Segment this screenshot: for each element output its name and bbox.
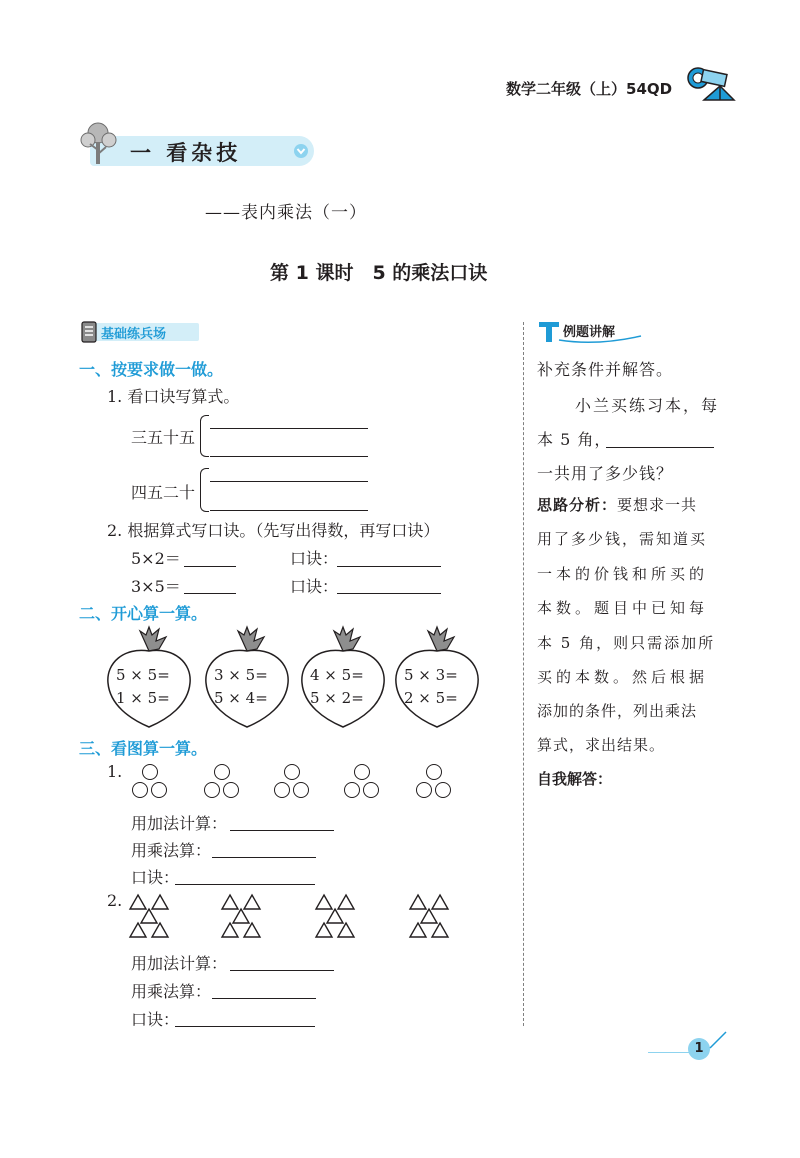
circle-shape <box>151 782 167 798</box>
header-title: 数学二年级（上）54QD <box>506 80 673 98</box>
section-1-heading: 一、按要求做一做。 <box>79 360 224 379</box>
radish-card <box>298 625 388 730</box>
circle-shape <box>435 782 451 798</box>
banner-title: 一 看杂技 <box>130 141 242 165</box>
circle-shape <box>416 782 432 798</box>
radish-expr: 1 × 5= <box>116 689 170 707</box>
section-tag <box>79 320 202 344</box>
tree-icon <box>78 120 120 166</box>
circle-shape <box>214 764 230 780</box>
circle-shape <box>284 764 300 780</box>
column-divider <box>523 322 524 1026</box>
analysis-line: 本数。题目中已知每 <box>537 599 709 617</box>
example-tag <box>537 318 647 344</box>
mul-label-2: 用乘法算： <box>131 982 212 1001</box>
section-tag-label: 基础练兵场 <box>101 327 167 342</box>
circle-group <box>414 764 456 802</box>
q2-label: 2. 根据算式写口诀。（先写出得数，再写口诀） <box>107 521 440 540</box>
example-tag-label: 例题讲解 <box>563 325 616 340</box>
example-line-4: 一共用了多少钱？ <box>537 464 674 483</box>
analysis-line: 用了多少钱，需知道买 <box>537 530 708 548</box>
answer-line[interactable] <box>230 970 334 971</box>
example-line-3: 本 5 角， <box>537 430 612 449</box>
answer-line[interactable] <box>184 566 236 567</box>
page-number-badge <box>688 1038 710 1060</box>
answer-line[interactable] <box>184 593 236 594</box>
analysis-line: 添加的条件，列出乘法 <box>537 702 698 720</box>
radish-expr: 5 × 2= <box>310 689 364 707</box>
answer-line[interactable] <box>175 1026 315 1027</box>
radish-expr: 5 × 3= <box>404 666 458 684</box>
circle-group <box>202 764 244 802</box>
kou-item-2: 四五二十 <box>131 483 196 502</box>
circle-shape <box>132 782 148 798</box>
circle-shape <box>426 764 442 780</box>
analysis-line: 一本的价钱和所买的 <box>537 565 709 583</box>
circle-shape <box>293 782 309 798</box>
q3-2-number: 2. <box>107 891 123 910</box>
add-label-2: 用加法计算： <box>131 954 228 973</box>
answer-line[interactable] <box>212 857 316 858</box>
answer-line[interactable] <box>212 998 316 999</box>
radish-card <box>104 625 194 730</box>
circle-shape <box>223 782 239 798</box>
condition-blank[interactable] <box>606 447 714 448</box>
expr-2: 3×5＝ <box>131 577 181 596</box>
circle-shape <box>344 782 360 798</box>
circle-group <box>342 764 384 802</box>
analysis-text: 要想求一共 <box>617 496 698 514</box>
radish-card <box>202 625 292 730</box>
analysis-line: 买的本数。然后根据 <box>537 668 709 686</box>
circle-shape <box>363 782 379 798</box>
triangle-group <box>220 892 274 944</box>
answer-label: 自我解答： <box>537 770 613 788</box>
brace-1 <box>200 415 209 457</box>
triangle-group <box>128 892 182 944</box>
kou-label-3: 口诀： <box>131 868 180 887</box>
telescope-icon <box>684 60 740 102</box>
radish-expr: 4 × 5= <box>310 666 364 684</box>
radish-expr: 5 × 5= <box>116 666 170 684</box>
lesson-title: 第 1 课时 5 的乘法口诀 <box>270 262 488 284</box>
section-2-heading: 二、开心算一算。 <box>79 604 208 623</box>
circle-shape <box>204 782 220 798</box>
example-line-2: 小兰买练习本，每 <box>575 396 720 415</box>
answer-line[interactable] <box>337 593 441 594</box>
answer-line[interactable] <box>210 510 368 511</box>
answer-line[interactable] <box>337 566 441 567</box>
triangle-group <box>314 892 368 944</box>
kou-label-2: 口诀： <box>290 577 339 596</box>
example-line-1: 补充条件并解答。 <box>537 360 674 379</box>
circle-shape <box>142 764 158 780</box>
page-curl-icon <box>708 1030 728 1050</box>
circle-group <box>130 764 172 802</box>
kou-label-4: 口诀： <box>131 1010 180 1029</box>
answer-line[interactable] <box>210 456 368 457</box>
radish-card <box>392 625 482 730</box>
radish-expr: 2 × 5= <box>404 689 458 707</box>
answer-line[interactable] <box>175 884 315 885</box>
answer-line[interactable] <box>210 481 368 482</box>
circle-shape <box>274 782 290 798</box>
answer-line[interactable] <box>210 428 368 429</box>
analysis-first-line <box>537 494 697 515</box>
q1-label: 1. 看口诀写算式。 <box>107 387 240 406</box>
analysis-line: 本 5 角，则只需添加所 <box>537 634 716 652</box>
add-label-1: 用加法计算： <box>131 814 228 833</box>
circle-shape <box>354 764 370 780</box>
brace-2 <box>200 468 209 512</box>
expr-1: 5×2＝ <box>131 549 181 568</box>
mul-label-1: 用乘法算： <box>131 841 212 860</box>
kou-item-1: 三五十五 <box>131 428 196 447</box>
answer-line[interactable] <box>230 830 334 831</box>
radish-expr: 3 × 5= <box>214 666 268 684</box>
triangle-group <box>408 892 462 944</box>
unit-subtitle: ——表内乘法（一） <box>205 203 367 223</box>
section-3-heading: 三、看图算一算。 <box>79 739 208 758</box>
radish-expr: 5 × 4= <box>214 689 268 707</box>
analysis-label: 思路分析： <box>537 496 618 514</box>
analysis-line: 算式，求出结果。 <box>537 736 666 754</box>
q3-1-number: 1. <box>107 762 123 781</box>
chevron-down-icon <box>293 143 309 159</box>
page-number: 1 <box>694 1041 704 1056</box>
kou-label-1: 口诀： <box>290 549 339 568</box>
circle-group <box>272 764 314 802</box>
